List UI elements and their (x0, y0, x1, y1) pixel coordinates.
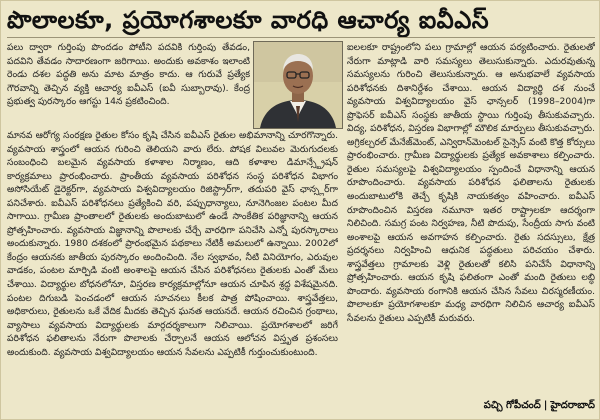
portrait-photo (253, 41, 343, 129)
byline (451, 397, 595, 415)
portrait-icon (254, 42, 342, 128)
article-column-left (7, 129, 338, 413)
byline-author: పచ్చి గోపీచంద్‌ (483, 400, 541, 411)
headline-divider (7, 37, 595, 38)
article-column-left-top (7, 41, 250, 129)
byline-separator: | (543, 400, 548, 411)
article-column-right (347, 41, 595, 389)
article-paragraph: మానవ ఆరోగ్య సంరక్షణ రైతుల కోసం కృషి చేసిన ఐవీఎస్‌ రైతుల అభిమానాన్ని చూరగొన్నారు. వ్యవసాయ శాస్త్రంలో ఆయన గురించి తెలియని వారు లేరు. పోషక విలువల మెరుగుదలకు సంబంధించి బలమైన వ్యవసాయ కళాశాల నిర్మాణం, ఆది కళాశాల డిమాన్స్ట్రేషన్ కార్యక్రమాలు ప్రారంభించారు. ప్రాంతీయ వ్యవసాయ పరిశోధన సంస్థ పరిశోధన విభాగం అసోసియేట్ డైరెక్టర్‌గా, వ్యవసాయ విశ్వవిద్యాలయం రిజిస్ట్రార్‌గా, తదుపరి వైస్ ఛాన్స్లర్‌గా పనిచేశారు. ఐవీఎస్‌ పరిశోధనలు ప్రత్యేకించి వరి, పప్పుధాన్యాలు, నూనెగింజల పంటల మీద సాగాయి. గ్రామీణ ప్రాంతాలలో రైతులకు అందుబాటులో ఉండే సాంకేతిక పరిజ్ఞానాన్ని ఆయన ప్రోత్సహించారు. వ్యవసాయ విజ్ఞానాన్ని పొలాలకు చేర్చే వారధిగా పనిచేసి ఎన్నో పురస్కారాలు అందుకున్నారు. 1980 దశకంలో ప్రారంభమైన పథకాలు నేటికీ అమలులో ఉన్నాయి. 2002లో కేంద్రం ఆయనకు జాతీయ పురస్కారం అందించింది. నేల స్వభావం, నీటి వినియోగం, ఎరువుల వాడకం, పంటల మార్పిడి వంటి అంశాలపై ఆయన చేసిన పరిశోధనలు రైతులకు ఎంతో మేలు చేశాయి. విద్యార్థుల బోధనలోనూ, విస్తరణ కార్యక్రమాల్లోనూ ఆయన చూపిన శ్రద్ధ విశేషమైనది. పంటల దిగుబడి పెంచడంలో ఆయన సూచనలు కీలక పాత్ర పోషించాయి. శాస్త్రవేత్తలు, అధికారులు, రైతులను ఒకే వేదిక మీదకు తెచ్చిన ఘనత ఆయనదే. ఆయన రచించిన గ్రంథాలు, వ్యాసాలు వ్యవసాయ విద్యార్థులకు మార్గదర్శకాలుగా నిలిచాయి. ప్రయోగశాలలో జరిగే పరిశోధన ఫలితాలను నేరుగా పొలాలకు చేర్చాలనే ఆయన ఆలోచన విస్తృత ప్రశంసలు అందుకుంది. వ్యవసాయ విశ్వవిద్యాలయం ఆయన సేవలను ఎప్పటికీ గుర్తుంచుకుంటుంది. (7, 130, 338, 358)
byline-location: హైదరాబాద్‌ (550, 400, 595, 411)
article-paragraph: పలు ద్వారా గుర్తింపు పొందడం పోటీని పదవికి గుర్తింపు తేవడం, పదవిని తేవడం సాదారణంగా జరిగాయి. అందుకు అవకాశం ఇలాంటి రెండు దశల పద్ధతి అను మాట మాత్రం కాదు. ఆ గురువే ప్రత్యేక గౌరవాన్ని తెచ్చిన వ్యక్తి ఆచార్య ఐవీఎస్‌ (ఐవీ సుబ్బారావు). కేంద్ర ప్రభుత్వ పురస్కారం ఆగస్టు 14న ప్రకటించింది. (7, 42, 250, 108)
article-paragraph: ఐలలకూ రాష్ట్రంలోని పలు గ్రామాల్లో ఆయన పర్యటించారు. రైతులతో నేరుగా మాట్లాడి వారి సమస్యలు తెలుసుకున్నారు. ఎదురవుతున్న సమస్యలను గురించి తెలుసుకున్నారు. ఆ అనుభవాలే వ్యవసాయ పరిశోధనకు దిశానిర్దేశం చేశాయి. ఆయన విద్యార్థి దశ నుంచే వ్యవసాయ విశ్వవిద్యాలయం వైస్ ఛాన్సలర్‌ (1998–2004)గా ప్రొఫెసర్‌ ఐవీఎస్‌ సంస్థకు జాతీయ స్థాయి గుర్తింపు తీసుకువచ్చారు. విద్య, పరిశోధన, విస్తరణ విభాగాల్లో మౌలిక మార్పులు తీసుకువచ్చారు. అగ్రికల్చరల్‌ మేనేజ్‌మెంట్‌, ఎన్విరాన్‌మెంటల్‌ సైన్సెస్‌ వంటి కొత్త కోర్సులు ప్రారంభించారు. గ్రామీణ విద్యార్థులకు ప్రత్యేక అవకాశాలు కల్పించారు. రైతుల సమస్యలపై విశ్వవిద్యాలయం స్పందించే విధానాన్ని ఆయన రూపొందించారు. వ్యవసాయ పరిశోధన ఫలితాలను రైతులకు అందుబాటులోకి తెచ్చే కృషికి నాయకత్వం వహించారు. ఐవీఎస్‌ రూపొందించిన విస్తరణ నమూనా ఇతర రాష్ట్రాలకూ ఆదర్శంగా నిలిచింది. సమగ్ర పంట నిర్వహణ, నీటి పొదుపు, సేంద్రీయ సాగు వంటి అంశాలపై ఆయన అవగాహన కల్పించారు. రైతు సదస్సులు, క్షేత్ర ప్రదర్శనలు నిర్వహించి ఆధునిక పద్ధతులు పరిచయం చేశారు. శాస్త్రవేత్తలు గ్రామాలకు వెళ్లి రైతులతో కలిసి పనిచేసే విధానాన్ని ప్రోత్సహించారు. ఆయన కృషి ఫలితంగా ఎంతో మంది రైతులు లబ్ధి పొందారు. వ్యవసాయ రంగానికి ఆయన చేసిన సేవలు చిరస్మరణీయం. పొలాలకూ ప్రయోగశాలకూ మధ్య వారధిగా నిలిచిన ఆచార్య ఐవీఎస్‌ సేవలను రైతులు ఎప్పటికీ మరువరు. (347, 42, 595, 324)
headline: పొలాలకూ, ప్రయోగశాలకూ వారధి ఆచార్య ఐవీఎస్ (7, 6, 490, 34)
